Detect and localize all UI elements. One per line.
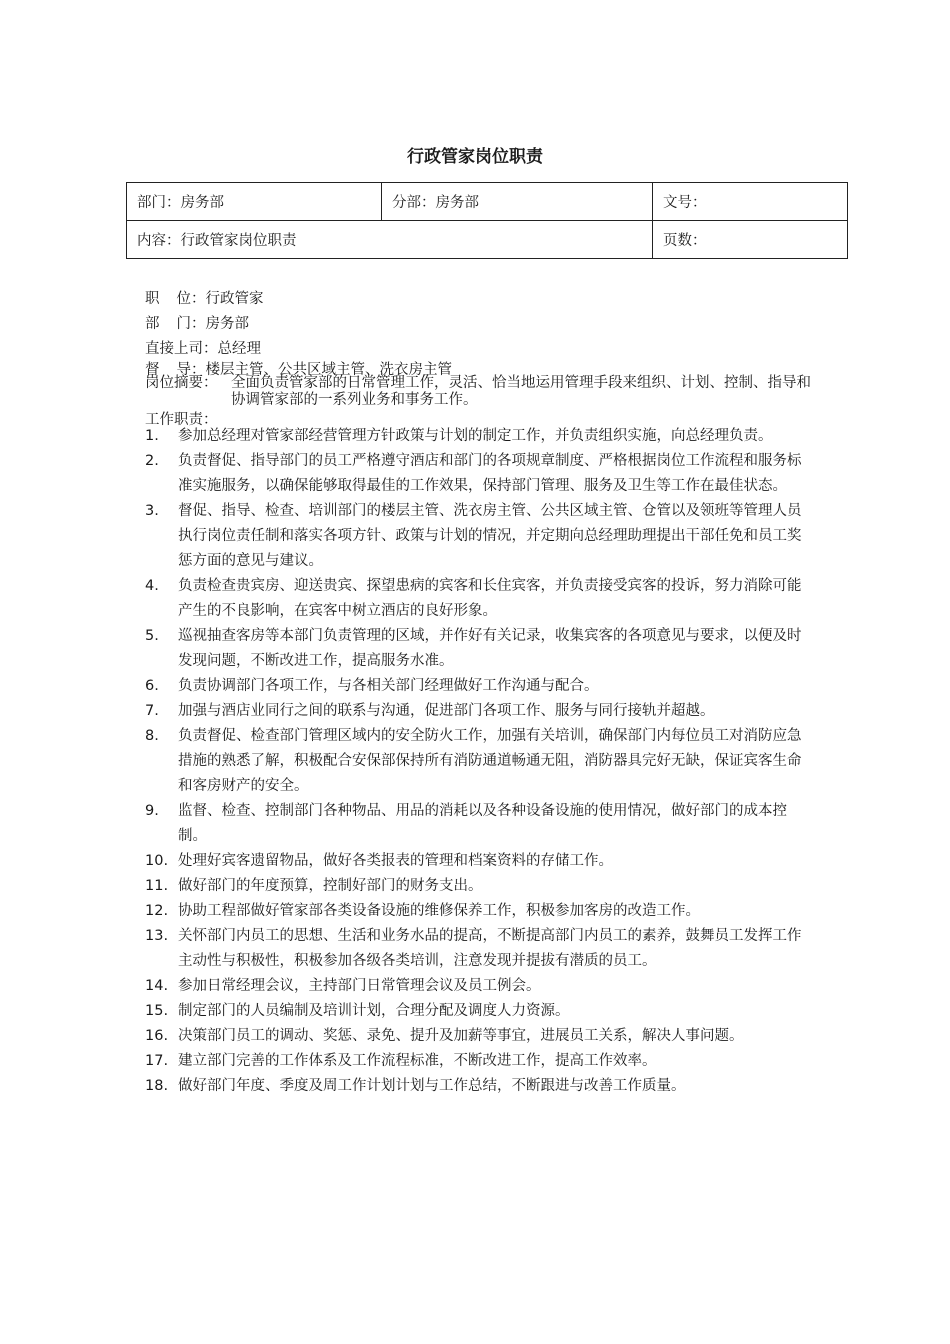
item-text: 建立部门完善的工作体系及工作流程标准，不断改进工作，提高工作效率。	[178, 1053, 657, 1069]
sub-department-cell: 分部：房务部	[382, 183, 653, 221]
dept-label-2: 门：	[176, 316, 206, 332]
content-cell: 内容：行政管家岗位职责	[127, 221, 653, 259]
item-number: 11.	[145, 878, 169, 894]
item-number: 17.	[145, 1053, 169, 1069]
superior-value: 总经理	[217, 341, 261, 357]
list-item	[145, 424, 810, 449]
item-number: 4.	[145, 578, 159, 594]
supervise-value: 楼层主管、公共区域主管、洗衣房主管	[205, 362, 452, 378]
pages-cell: 页数：	[653, 221, 848, 259]
item-number: 6.	[145, 678, 159, 694]
item-number: 15.	[145, 1003, 169, 1019]
list-item	[145, 999, 810, 1024]
item-number: 13.	[145, 928, 169, 944]
item-text: 制定部门的人员编制及培训计划，合理分配及调度人力资源。	[178, 1003, 570, 1019]
item-number: 9.	[145, 803, 159, 819]
list-item	[145, 724, 810, 799]
item-text: 加强与酒店业同行之间的联系与沟通，促进部门各项工作、服务与同行接轨并超越。	[178, 703, 715, 719]
superior-line	[145, 337, 261, 358]
list-item	[145, 1074, 810, 1099]
list-item	[145, 449, 810, 499]
item-number: 2.	[145, 453, 159, 469]
summary-label: 岗位摘要：	[145, 375, 218, 391]
list-item	[145, 699, 810, 724]
item-number: 14.	[145, 978, 169, 994]
item-text: 做好部门年度、季度及周工作计划计划与工作总结，不断跟进与改善工作质量。	[178, 1078, 686, 1094]
item-text: 参加总经理对管家部经营管理方针政策与计划的制定工作，并负责组织实施，向总经理负责。	[178, 428, 773, 444]
item-text: 做好部门的年度预算，控制好部门的财务支出。	[178, 878, 483, 894]
item-number: 12.	[145, 903, 169, 919]
item-text: 负责检查贵宾房、迎送贵宾、探望患病的宾客和长住宾客，并负责接受宾客的投诉，努力消除可能产生的不良影响，在宾客中树立酒店的良好形象。	[178, 578, 802, 619]
summary-text: 全面负责管家部的日常管理工作，灵活、恰当地运用管理手段来组织、计划、控制、指导和协调管家部的一系列业务和事务工作。	[231, 375, 811, 408]
item-text: 参加日常经理会议，主持部门日常管理会议及员工例会。	[178, 978, 541, 994]
list-item	[145, 899, 810, 924]
item-text: 关怀部门内员工的思想、生活和业务水品的提高，不断提高部门内员工的素养，鼓舞员工发挥工作主动性与积极性，积极参加各级各类培训，注意发现并提拔有潜质的员工。	[178, 928, 802, 969]
list-item	[145, 499, 810, 574]
superior-label: 直接上司：	[145, 341, 218, 357]
job-summary	[145, 375, 825, 409]
duties-list	[145, 424, 810, 1099]
supervise-label-2: 导：	[176, 362, 206, 378]
item-number: 16.	[145, 1028, 169, 1044]
position-line	[145, 287, 264, 308]
dept-label: 部	[145, 316, 160, 332]
item-number: 1.	[145, 428, 159, 444]
list-item	[145, 849, 810, 874]
page-title: 行政管家岗位职责	[407, 147, 543, 167]
item-text: 决策部门员工的调动、奖惩、录免、提升及加薪等事宜，进展员工关系，解决人事问题。	[178, 1028, 744, 1044]
list-item	[145, 1024, 810, 1049]
department-line	[145, 312, 249, 333]
list-item	[145, 624, 810, 674]
item-text: 负责督促、检查部门管理区域内的安全防火工作，加强有关培训，确保部门内每位员工对消防应急措施的熟悉了解，积极配合安保部保持所有消防通道畅通无阻，消防器具完好无缺，保证宾客生命和客房财产的安全。	[178, 728, 802, 794]
item-text: 巡视抽查客房等本部门负责管理的区域，并作好有关记录，收集宾客的各项意见与要求，以便及时发现问题，不断改进工作，提高服务水准。	[178, 628, 802, 669]
item-text: 负责督促、指导部门的员工严格遵守酒店和部门的各项规章制度、严格根据岗位工作流程和服务标准实施服务，以确保能够取得最佳的工作效果，保持部门管理、服务及卫生等工作在最佳状态。	[178, 453, 802, 494]
item-text: 负责协调部门各项工作，与各相关部门经理做好工作沟通与配合。	[178, 678, 599, 694]
list-item	[145, 574, 810, 624]
doc-no-cell: 文号：	[653, 183, 848, 221]
item-number: 10.	[145, 853, 169, 869]
item-number: 8.	[145, 728, 159, 744]
item-number: 5.	[145, 628, 159, 644]
item-text: 督促、指导、检查、培训部门的楼层主管、洗衣房主管、公共区域主管、仓管以及领班等管理人员执行岗位责任制和落实各项方针、政策与计划的情况，并定期向总经理助理提出干部任免和员工奖惩方面的意见与建议。	[178, 503, 802, 569]
item-text: 监督、检查、控制部门各种物品、用品的消耗以及各种设备设施的使用情况，做好部门的成本控制。	[178, 803, 787, 844]
item-number: 7.	[145, 703, 159, 719]
item-text: 处理好宾客遗留物品，做好各类报表的管理和档案资料的存储工作。	[178, 853, 613, 869]
dept-value: 房务部	[205, 316, 249, 332]
list-item	[145, 924, 810, 974]
header-row-1	[127, 183, 848, 221]
item-number: 18.	[145, 1078, 169, 1094]
position-value: 行政管家	[205, 291, 264, 307]
position-label-2: 位：	[176, 291, 206, 307]
position-label: 职	[145, 291, 160, 307]
list-item	[145, 799, 810, 849]
duties-label: 工作职责：	[145, 412, 218, 428]
supervise-label: 督	[145, 362, 160, 378]
item-number: 3.	[145, 503, 159, 519]
list-item	[145, 874, 810, 899]
list-item	[145, 674, 810, 699]
item-text: 协助工程部做好管家部各类设备设施的维修保养工作，积极参加客房的改造工作。	[178, 903, 700, 919]
list-item	[145, 974, 810, 999]
header-table	[126, 182, 848, 259]
header-row-2	[127, 221, 848, 259]
department-cell: 部门：房务部	[127, 183, 382, 221]
list-item	[145, 1049, 810, 1074]
